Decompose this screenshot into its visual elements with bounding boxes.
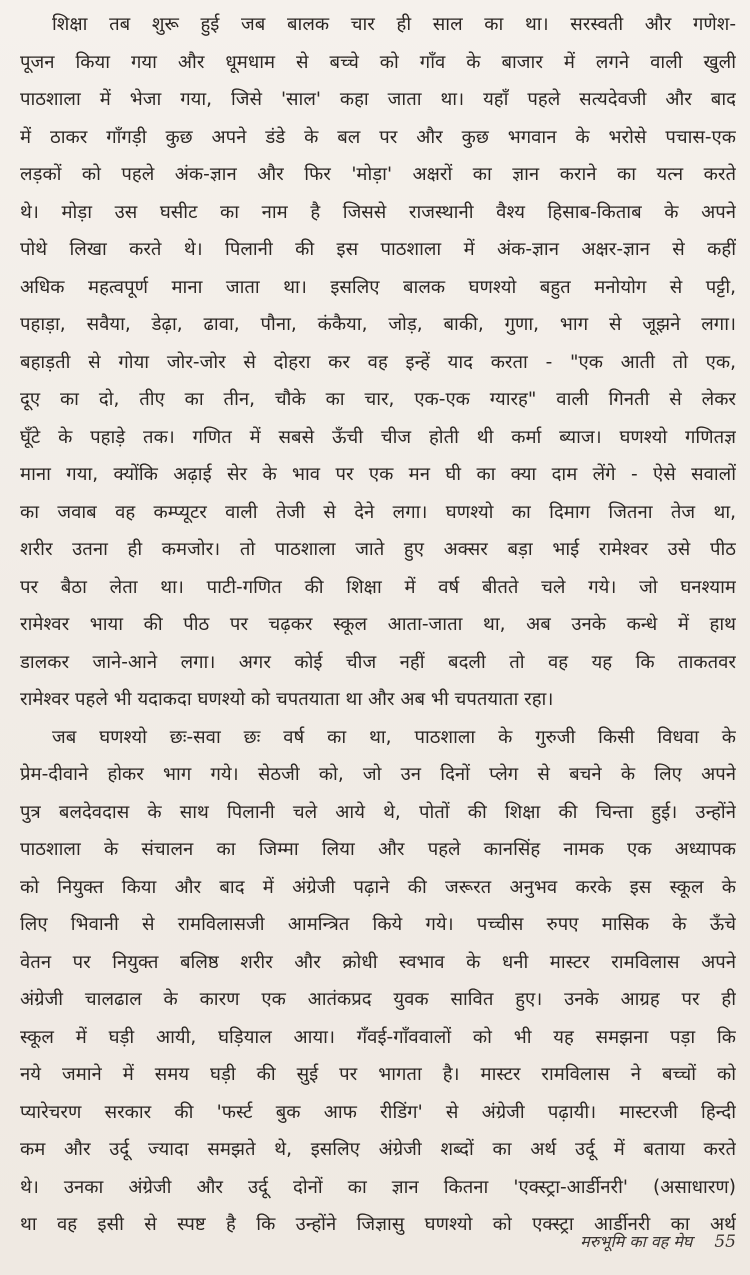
text-line: नये जमाने में समय घड़ी की सुई पर भागता है। मास्टर रामविलास ने बच्चों को <box>20 1064 736 1085</box>
text-line: बहाड़ती से गोया जोर-जोर से दोहरा कर वह इन्हें याद करता - "एक आती तो एक, <box>20 351 736 373</box>
text-line: था वह इसी से स्पष्ट है कि उन्होंने जिज्ञासु घणश्यो को एक्स्ट्रा आर्डीनरी का अर्थ <box>20 1214 736 1235</box>
text-line: प्यारेचरण सरकार की 'फर्स्ट बुक आफ रीडिंग' से अंग्रेजी पढ़ायी। मास्टरजी हिन्दी <box>20 1101 736 1123</box>
text-line: पहाड़ा, सवैया, डेढ़ा, ढावा, पौना, कंकैया, जोड़, बाकी, गुणा, भाग से जूझने लगा। <box>20 314 736 335</box>
text-line: घूँटे के पहाड़े तक। गणित में सबसे ऊँची चीज होती थी कर्मा ब्याज। घणश्यो गणितज्ञ <box>20 426 736 448</box>
text-line: प्रेम-दीवाने होकर भाग गये। सेठजी को, जो उन दिनों प्लेग से बचने के लिए अपने <box>20 764 736 785</box>
text-line: का जवाब वह कम्प्यूटर वाली तेजी से देने लगा। घणश्यो का दिमाग जितना तेज था, <box>20 501 736 523</box>
text-line: में ठाकर गाँगड़ी कुछ अपने डंडे के बल पर और कुछ भगवान के भरोसे पचास-एक <box>20 126 736 148</box>
text-line: पूजन किया गया और धूमधाम से बच्चे को गाँव के बाजार में लगने वाली खुली <box>20 51 736 73</box>
text-line: वेतन पर नियुक्त बलिष्ठ शरीर और क्रोधी स्वभाव के धनी मास्टर रामविलास अपने <box>20 951 736 973</box>
text-line: पुत्र बलदेवदास के साथ पिलानी चले आये थे, पोतों की शिक्षा की चिन्ता हुई। उन्होंने <box>20 801 736 823</box>
text-line: कम और उर्दू ज्यादा समझते थे, इसलिए अंग्रेजी शब्दों का अर्थ उर्दू में बताया करते <box>20 1139 736 1160</box>
text-line: डालकर जाने-आने लगा। अगर कोई चीज नहीं बदली तो वह यह कि ताकतवर <box>20 651 736 673</box>
text-line: पोथे लिखा करते थे। पिलानी की इस पाठशाला में अंक-ज्ञान अक्षर-ज्ञान से कहीं <box>20 239 736 260</box>
text-line: माना गया, क्योंकि अढ़ाई सेर के भाव पर एक मन घी का क्या दाम लेंगे - ऐसे सवालों <box>20 464 736 485</box>
text-line: स्कूल में घड़ी आयी, घड़ियाल आया। गँवई-गाँववालों को भी यह समझना पड़ा कि <box>20 1026 736 1048</box>
text-line: को नियुक्त किया और बाद में अंग्रेजी पढ़ाने की जरूरत अनुभव करके इस स्कूल के <box>20 876 736 898</box>
text-line: लड़कों को पहले अंक-ज्ञान और फिर 'मोड़ा' अक्षरों का ज्ञान कराने का यत्न करते <box>20 164 736 185</box>
text-line: शरीर उतना ही कमजोर। तो पाठशाला जाते हुए अक्सर बड़ा भाई रामेश्वर उसे पीठ <box>20 539 736 560</box>
text-line: रामेश्वर पहले भी यदाकदा घणश्यो को चपतयाता था और अब भी चपतयाता रहा। <box>20 689 554 710</box>
text-line: शिक्षा तब शुरू हुई जब बालक चार ही साल का था। सरस्वती और गणेश- <box>52 14 736 35</box>
text-line: पर बैठा लेता था। पाटी-गणित की शिक्षा में वर्ष बीतते चले गये। जो घनश्याम <box>20 576 736 598</box>
body-text <box>20 6 736 1244</box>
text-line: पाठशाला के संचालन का जिम्मा लिया और पहले कानसिंह नामक एक अध्यापक <box>20 839 736 860</box>
text-line: पाठशाला में भेजा गया, जिसे 'साल' कहा जाता था। यहाँ पहले सत्यदेवजी और बाद <box>20 89 736 110</box>
running-title: मरुभूमि का वह मेघ <box>580 1232 693 1251</box>
text-line: थे। मोड़ा उस घसीट का नाम है जिससे राजस्थानी वैश्य हिसाब-किताब के अपने <box>20 201 736 223</box>
page-footer <box>580 1230 736 1252</box>
text-line: लिए भिवानी से रामविलासजी आमन्त्रित किये गये। पच्चीस रुपए मासिक के ऊँचे <box>20 914 736 935</box>
text-line: जब घणश्यो छः-सवा छः वर्ष का था, पाठशाला के गुरुजी किसी विधवा के <box>52 726 736 748</box>
text-line: रामेश्वर भाया की पीठ पर चढ़कर स्कूल आता-जाता था, अब उनके कन्धे में हाथ <box>20 614 736 635</box>
page-number: 55 <box>714 1232 736 1252</box>
text-line: थे। उनका अंग्रेजी और उर्दू दोनों का ज्ञान कितना 'एक्स्ट्रा-आर्डीनरी' (असाधारण) <box>20 1176 736 1198</box>
text-line: अंग्रेजी चालढाल के कारण एक आतंकप्रद युवक सावित हुए। उनके आग्रह पर ही <box>20 989 736 1010</box>
text-line: अधिक महत्वपूर्ण माना जाता था। इसलिए बालक घणश्यो बहुत मनोयोग से पट्टी, <box>20 276 736 298</box>
text-line: दूए का दो, तीए का तीन, चौके का चार, एक-एक ग्यारह" वाली गिनती से लेकर <box>20 389 736 410</box>
